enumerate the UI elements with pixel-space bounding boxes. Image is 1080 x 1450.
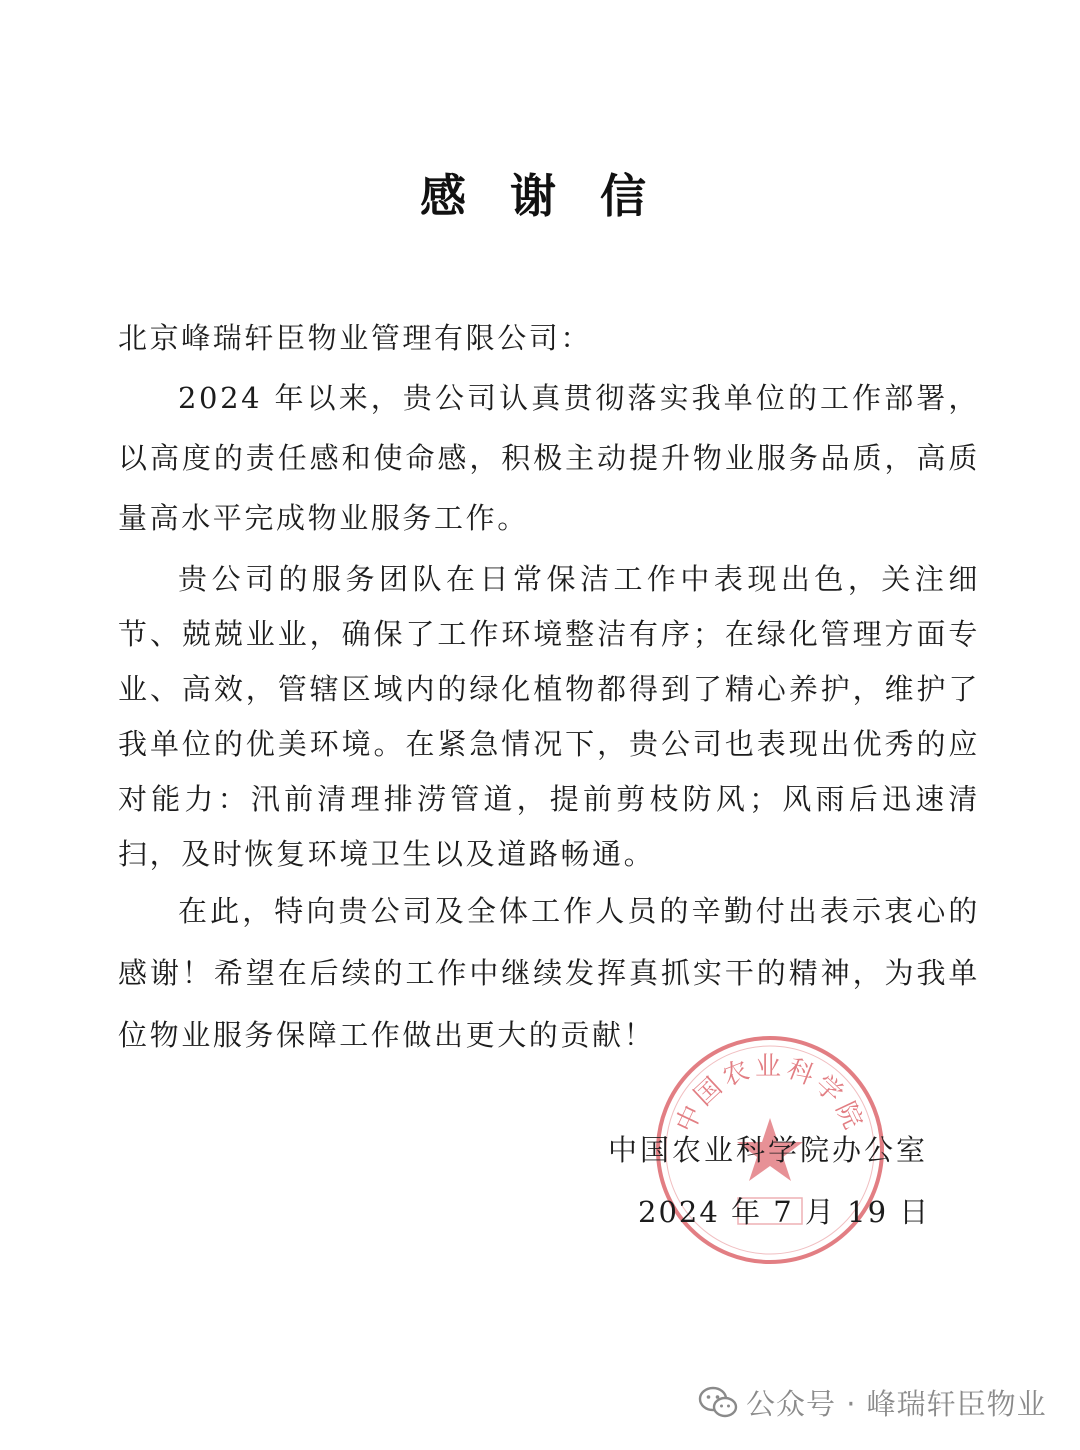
paragraph-1: 2024 年以来，贵公司认真贯彻落实我单位的工作部署，以高度的责任感和使命感，积极主动提升物业服务品质，高质量高水平完成物业服务工作。	[118, 381, 980, 535]
signer-name: 中国农业科学院办公室	[608, 1133, 929, 1167]
signature-date: 2024 年 7 月 19 日	[638, 1195, 931, 1229]
watermark-text: 公众号 · 峰瑞轩臣物业	[746, 1387, 1047, 1421]
watermark	[698, 1382, 1047, 1423]
letter-title: 感 谢 信	[419, 169, 661, 223]
paragraph-3: 在此，特向贵公司及全体工作人员的辛勤付出表示衷心的感谢！希望在后续的工作中继续发挥真抓实干的精神，为我单位物业服务保障工作做出更大的贡献！	[118, 894, 980, 1052]
paragraph-2: 贵公司的服务团队在日常保洁工作中表现出色，关注细节、兢兢业业，确保了工作环境整洁有序；在绿化管理方面专业、高效，管辖区域内的绿化植物都得到了精心养护，维护了我单位的优美环境。在紧急情况下，贵公司也表现出优秀的应对能力：汛前清理排涝管道，提前剪枝防风；风雨后迅速清扫，及时恢复环境卫生以及道路畅通。	[118, 562, 980, 871]
salutation: 北京峰瑞轩臣物业管理有限公司：	[118, 321, 593, 355]
wechat-icon	[698, 1386, 738, 1420]
seal-text: 中国农业科学院	[670, 1052, 870, 1138]
